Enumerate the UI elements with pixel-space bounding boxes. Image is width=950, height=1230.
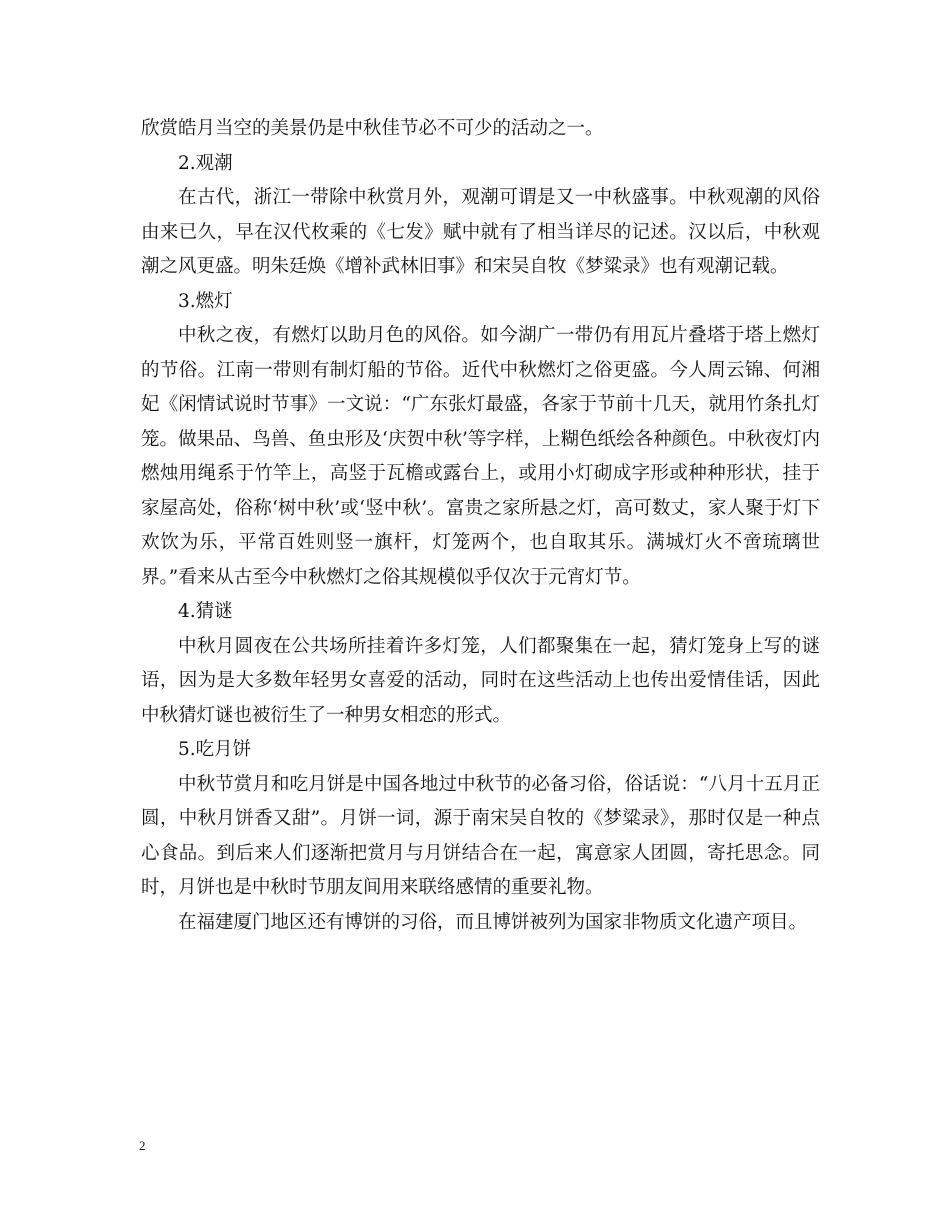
section-heading-randeng: 3.燃灯 xyxy=(178,290,233,312)
section-heading-chiyuebing: 5.吃月饼 xyxy=(178,739,252,760)
paragraph-bobing: 在福建厦门地区还有博饼的习俗，而且博饼被列为国家非物质文化遗产项目。 xyxy=(178,911,808,933)
paragraph-caimi: 中秋月圆夜在公共场所挂着许多灯笼，人们都聚集在一起，猜灯笼身上写的谜语，因为是大多数年轻男女喜爱的活动，同时在这些活动上也传出爱情佳话，因此中秋猜灯谜也被衍生了一种男女相恋的形式。 xyxy=(141,635,820,726)
section-heading-guanchao: 2.观潮 xyxy=(178,152,233,174)
document-body xyxy=(141,112,820,940)
paragraph-chiyuebing: 中秋节赏月和吃月饼是中国各地过中秋节的必备习俗，俗话说：“八月十五月正圆，中秋月饼香又甜”。月饼一词，源于南宋吴自牧的《梦粱录》，那时仅是一种点心食品。到后来人们逐渐把赏月与月饼结合在一起，寓意家人团圆，寄托思念。同时，月饼也是中秋时节朋友间用来联络感情的重要礼物。 xyxy=(141,773,820,898)
section-heading-caimi: 4.猜谜 xyxy=(178,601,233,622)
page-number: 2 xyxy=(139,1138,146,1153)
paragraph-guanchao: 在古代，浙江一带除中秋赏月外，观潮可谓是又一中秋盛事。中秋观潮的风俗由来已久，早在汉代枚乘的《七发》赋中就有了相当详尽的记述。汉以后，中秋观潮之风更盛。明朱廷焕《增补武林旧事》和宋吴自牧《梦粱录》也有观潮记载。 xyxy=(141,187,820,277)
opening-line: 欣赏皓月当空的美景仍是中秋佳节必不可少的活动之一。 xyxy=(141,118,604,139)
paragraph-randeng: 中秋之夜，有燃灯以助月色的风俗。如今湖广一带仍有用瓦片叠塔于塔上燃灯的节俗。江南一带则有制灯船的节俗。近代中秋燃灯之俗更盛。今人周云锦、何湘妃《闲情试说时节事》一文说：“广东张灯最盛，各家于节前十几天，就用竹条扎灯笼。做果品、鸟兽、鱼虫形及‘庆贺中秋’等字样，上糊色纸绘各种颜色。中秋夜灯内燃烛用绳系于竹竿上，高竖于瓦檐或露台上，或用小灯砌成字形或种种形状，挂于家屋高处，俗称‘树中秋’或‘竖中秋’。富贵之家所悬之灯，高可数丈，家人聚于灯下欢饮为乐，平常百姓则竖一旗杆，灯笼两个，也自取其乐。满城灯火不啻琉璃世界。”看来从古至今中秋燃灯之俗其规模似乎仅次于元宵灯节。 xyxy=(141,325,820,588)
